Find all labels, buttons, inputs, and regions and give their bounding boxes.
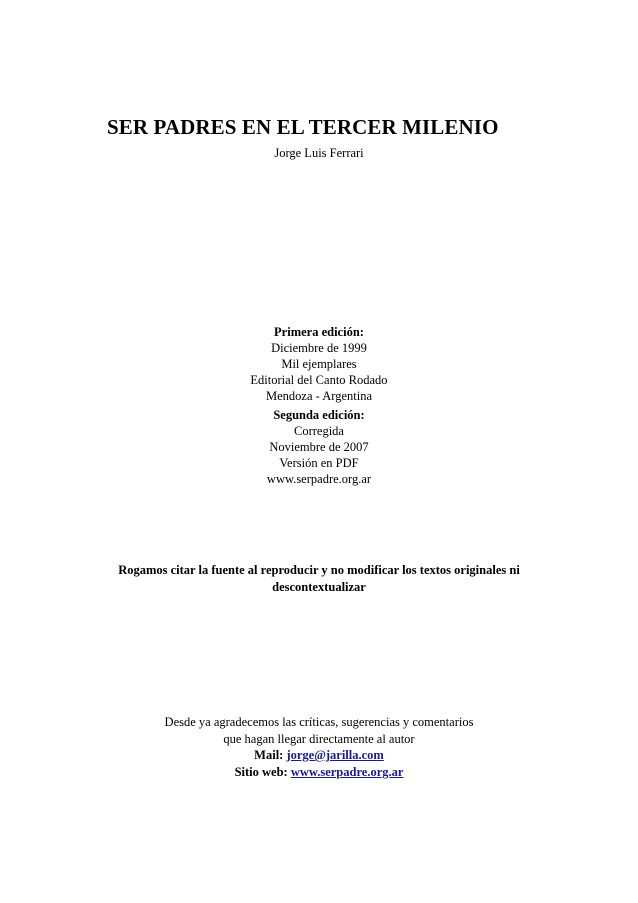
second-edition-note: Corregida xyxy=(294,424,344,438)
first-edition-location: Mendoza - Argentina xyxy=(266,389,372,403)
second-edition-heading: Segunda edición: xyxy=(273,408,365,422)
citation-notice-line2: descontextualizar xyxy=(272,580,366,594)
first-edition-block xyxy=(0,324,638,404)
footer-block xyxy=(0,714,638,780)
citation-notice-line1: Rogamos citar la fuente al reproducir y no modificar los textos originales ni xyxy=(118,563,520,577)
second-edition-block xyxy=(0,407,638,487)
mail-link[interactable]: jorge@jarilla.com xyxy=(286,748,384,762)
document-title: SER PADRES EN EL TERCER MILENIO xyxy=(107,115,499,139)
citation-notice xyxy=(0,562,638,596)
mail-line xyxy=(0,747,638,764)
second-edition-date: Noviembre de 2007 xyxy=(269,440,369,454)
mail-label: Mail: xyxy=(254,748,284,762)
second-edition-format: Versión en PDF xyxy=(279,456,359,470)
second-edition-website: www.serpadre.org.ar xyxy=(266,472,372,486)
first-edition-heading: Primera edición: xyxy=(274,325,364,339)
website-label: Sitio web: xyxy=(234,764,288,779)
first-edition-date: Diciembre de 1999 xyxy=(271,341,367,355)
first-edition-copies: Mil ejemplares xyxy=(281,357,357,371)
footer-thanks-line1: Desde ya agradecemos las críticas, sugerencias y comentarios xyxy=(164,715,474,729)
website-line xyxy=(0,764,638,781)
author-name: Jorge Luis Ferrari xyxy=(274,146,364,160)
website-link[interactable]: www.serpadre.org.ar xyxy=(290,764,404,779)
footer-thanks-line2: que hagan llegar directamente al autor xyxy=(223,731,415,746)
first-edition-publisher: Editorial del Canto Rodado xyxy=(250,373,388,387)
